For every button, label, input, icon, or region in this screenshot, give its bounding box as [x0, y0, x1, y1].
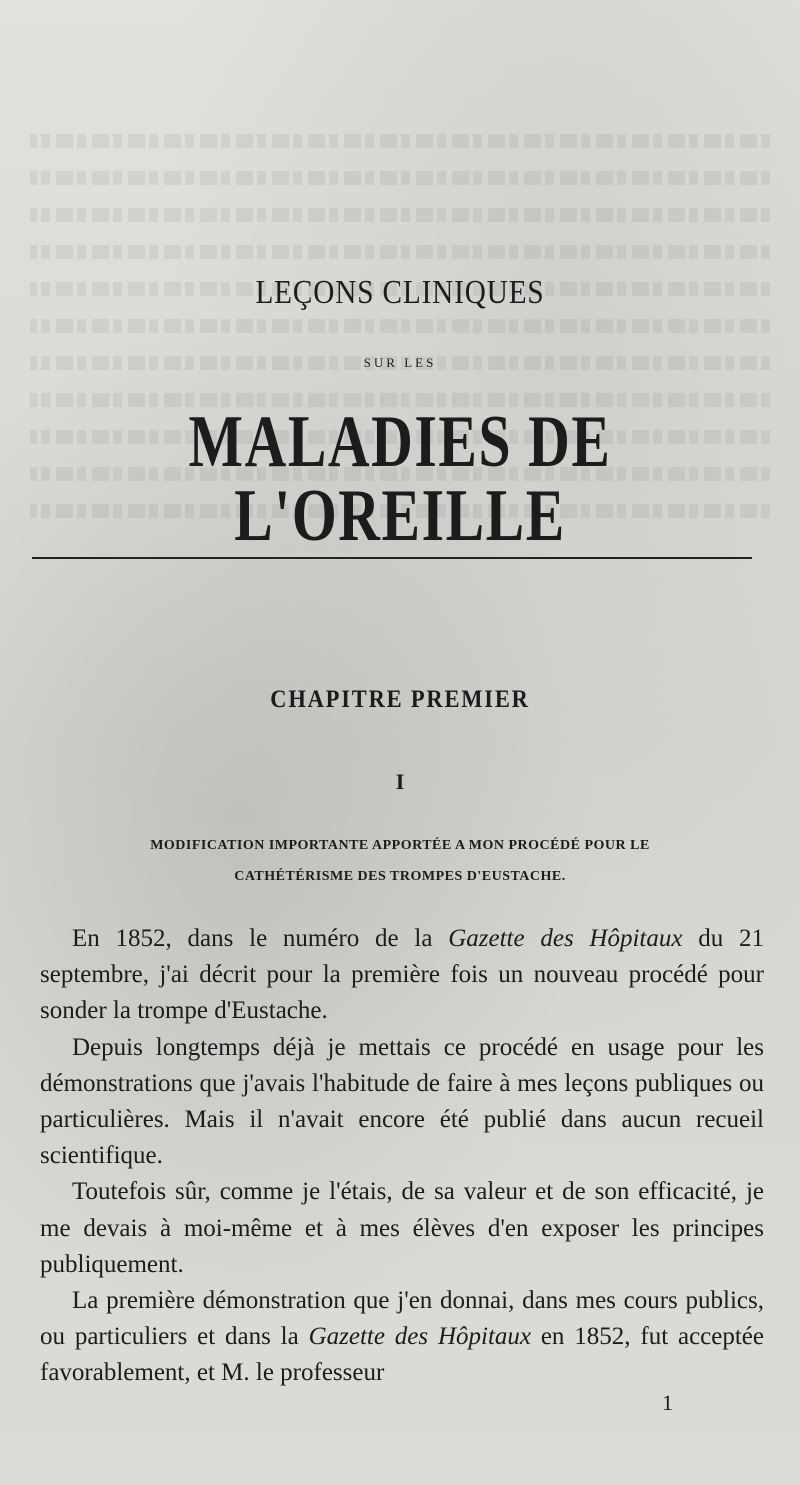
book-title-main: MALADIES DE L'OREILLE: [188, 401, 612, 557]
paragraph-1-journal: Gazette des Hôpitaux: [448, 925, 683, 952]
paragraph-2: Depuis longtemps déjà je mettais ce procédé en usage pour les démonstrations que j'avais l'habitude de faire à mes leçons publiques ou particulières. Mais il n'avait encore été publié dans aucun recueil scientifique.: [40, 1033, 764, 1170]
section-number: I: [395, 769, 405, 794]
page-number: 1: [662, 1390, 673, 1415]
paragraph-1-start: En 1852, dans le numéro de la: [72, 925, 449, 952]
paragraph-4-start: La première démonstration que j'en donnai, dans mes cours publics, ou particuliers et dans la: [40, 1287, 764, 1351]
section-title-line1: MODIFICATION IMPORTANTE APPORTÉE A MON PROCÉDÉ POUR LE: [150, 838, 650, 853]
title-rule-divider: [32, 557, 752, 559]
book-title-connector: SUR LES: [363, 355, 437, 370]
section-title: [70, 830, 730, 892]
paragraph-4: [40, 1283, 764, 1392]
paragraph-1-end: du 21 septembre, j'ai décrit pour la première fois un nouveau procédé pour sonder la trompe d'Eustache.: [40, 925, 765, 1025]
paragraph-4-journal: Gazette des Hôpitaux: [308, 1323, 531, 1351]
paragraph-4-end: en 1852, fut acceptée favorablement, et M. le professeur: [40, 1323, 765, 1387]
paragraph-3: Toutefois sûr, comme je l'étais, de sa valeur et de son efficacité, je me devais à moi-même et à mes élèves d'en exposer les principes publiquement.: [40, 1178, 764, 1278]
chapter-heading: CHAPITRE PREMIER: [270, 686, 530, 713]
paragraph-1: [40, 921, 764, 1030]
book-title-line1: LEÇONS CLINIQUES: [255, 274, 545, 311]
section-title-line2: CATHÉTÉRISME DES TROMPES D'EUSTACHE.: [234, 869, 566, 884]
body-text: [40, 921, 764, 1392]
